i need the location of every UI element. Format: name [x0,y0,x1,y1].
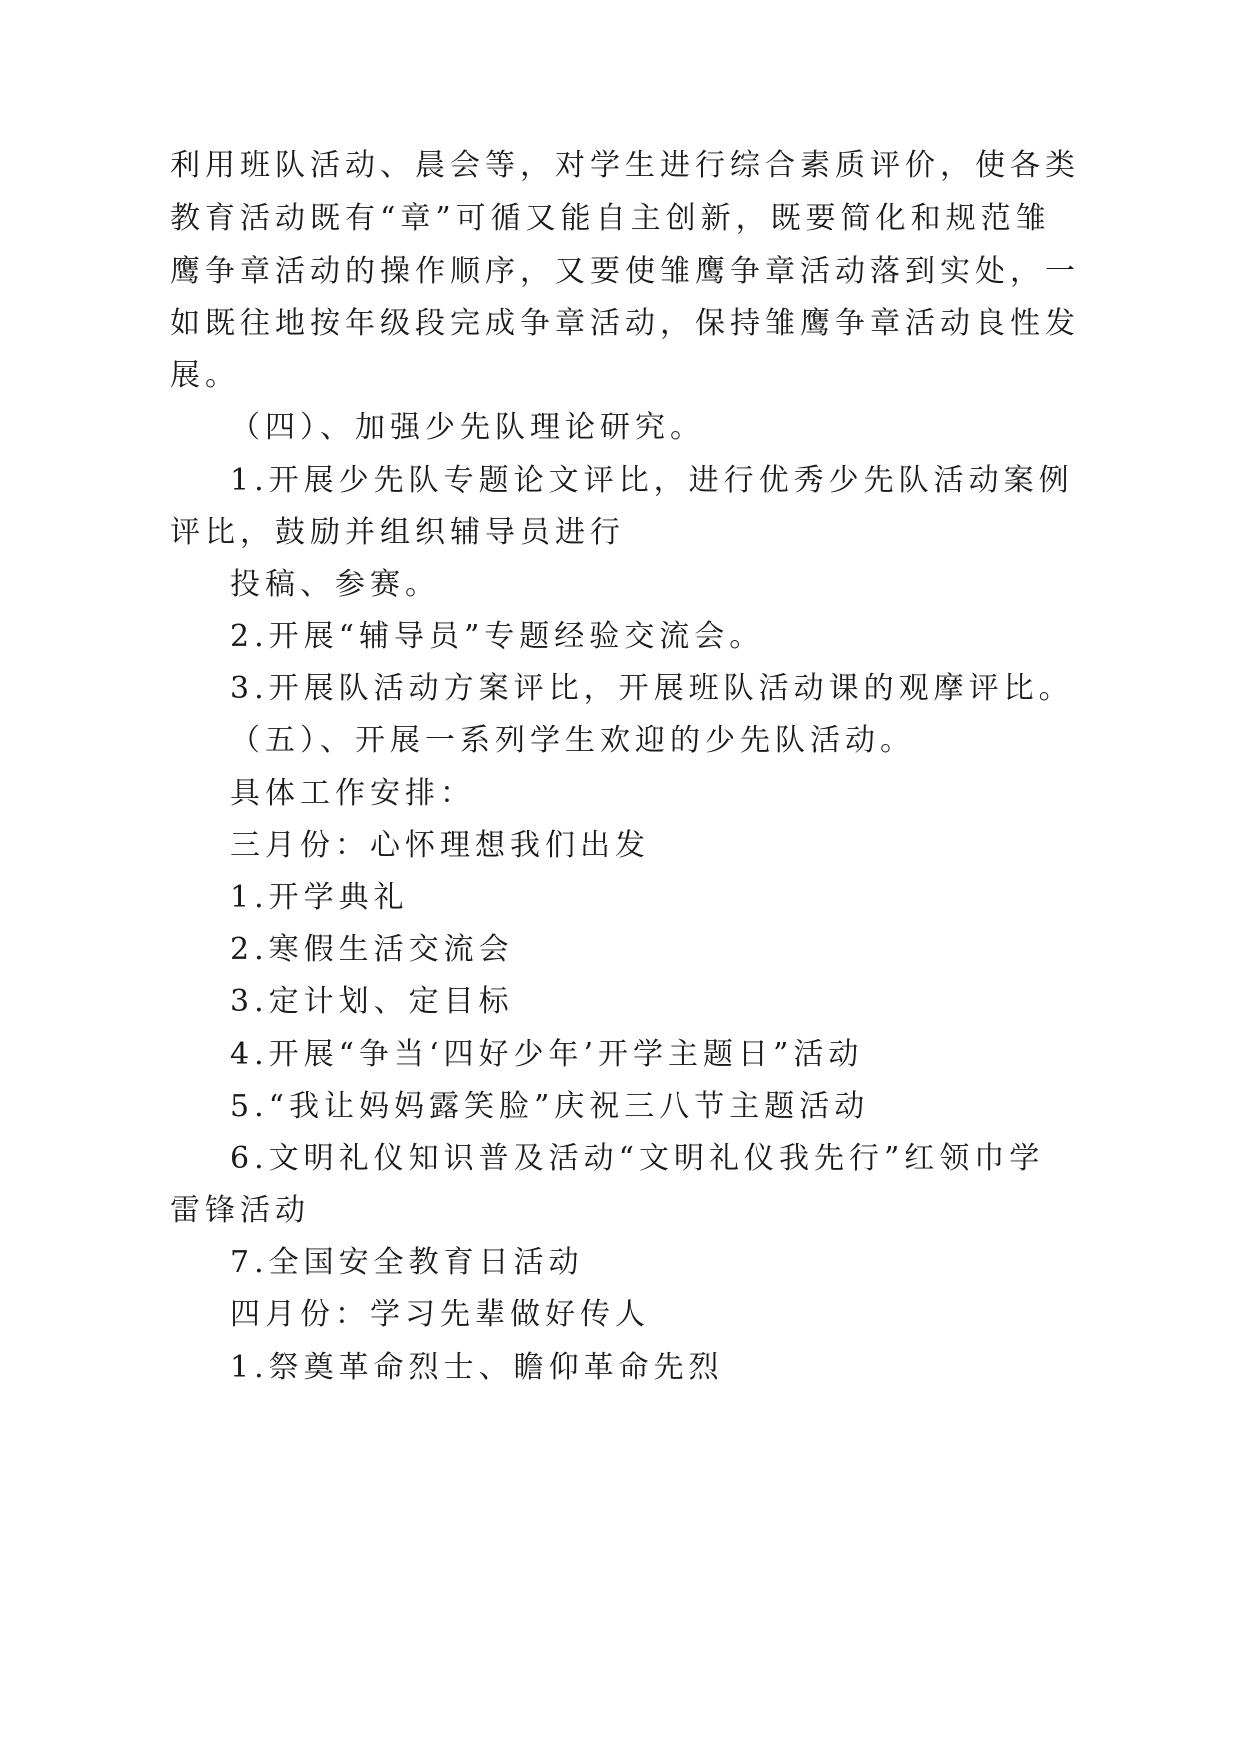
month-heading: 三月份：心怀理想我们出发 [230,828,650,863]
list-item: 4.开展“争当‘四好少年’开学主题日”活动 [230,1037,864,1072]
list-item: 7.全国安全教育日活动 [230,1245,584,1280]
section-heading: （四）、加强少先队理论研究。 [230,410,705,445]
body-line: 投稿、参赛。 [230,567,440,602]
list-item: 1.开学典礼 [230,880,409,915]
list-item: 2.开展“辅导员”专题经验交流会。 [230,619,765,654]
body-line: 如既往地按年级段完成争章活动，保持雏鹰争章活动良性发 [170,306,1080,341]
body-line: 评比，鼓励并组织辅导员进行 [170,515,625,550]
body-line: 教育活动既有“章”可循又能自主创新，既要简化和规范雏 [170,201,1051,236]
list-item: 2.寒假生活交流会 [230,932,514,967]
month-heading: 四月份：学习先辈做好传人 [230,1297,650,1332]
list-item: 1.祭奠革命烈士、瞻仰革命先烈 [230,1350,724,1385]
list-item: 1.开展少先队专题论文评比，进行优秀少先队活动案例 [230,463,1074,498]
body-line: 雷锋活动 [170,1193,310,1228]
body-line: 鹰争章活动的操作顺序，又要使雏鹰争章活动落到实处，一 [170,254,1080,289]
list-item: 3.定计划、定目标 [230,984,514,1019]
section-heading: （五）、开展一系列学生欢迎的少先队活动。 [230,723,915,758]
list-item: 5.“我让妈妈露笑脸”庆祝三八节主题活动 [230,1089,870,1124]
body-line: 利用班队活动、晨会等，对学生进行综合素质评价，使各类 [170,148,1080,183]
list-item: 6.文明礼仪知识普及活动“文明礼仪我先行”红领巾学 [230,1141,1045,1176]
list-item: 3.开展队活动方案评比，开展班队活动课的观摩评比。 [230,671,1074,706]
body-line: 展。 [170,358,240,393]
subheading: 具体工作安排： [230,776,475,811]
